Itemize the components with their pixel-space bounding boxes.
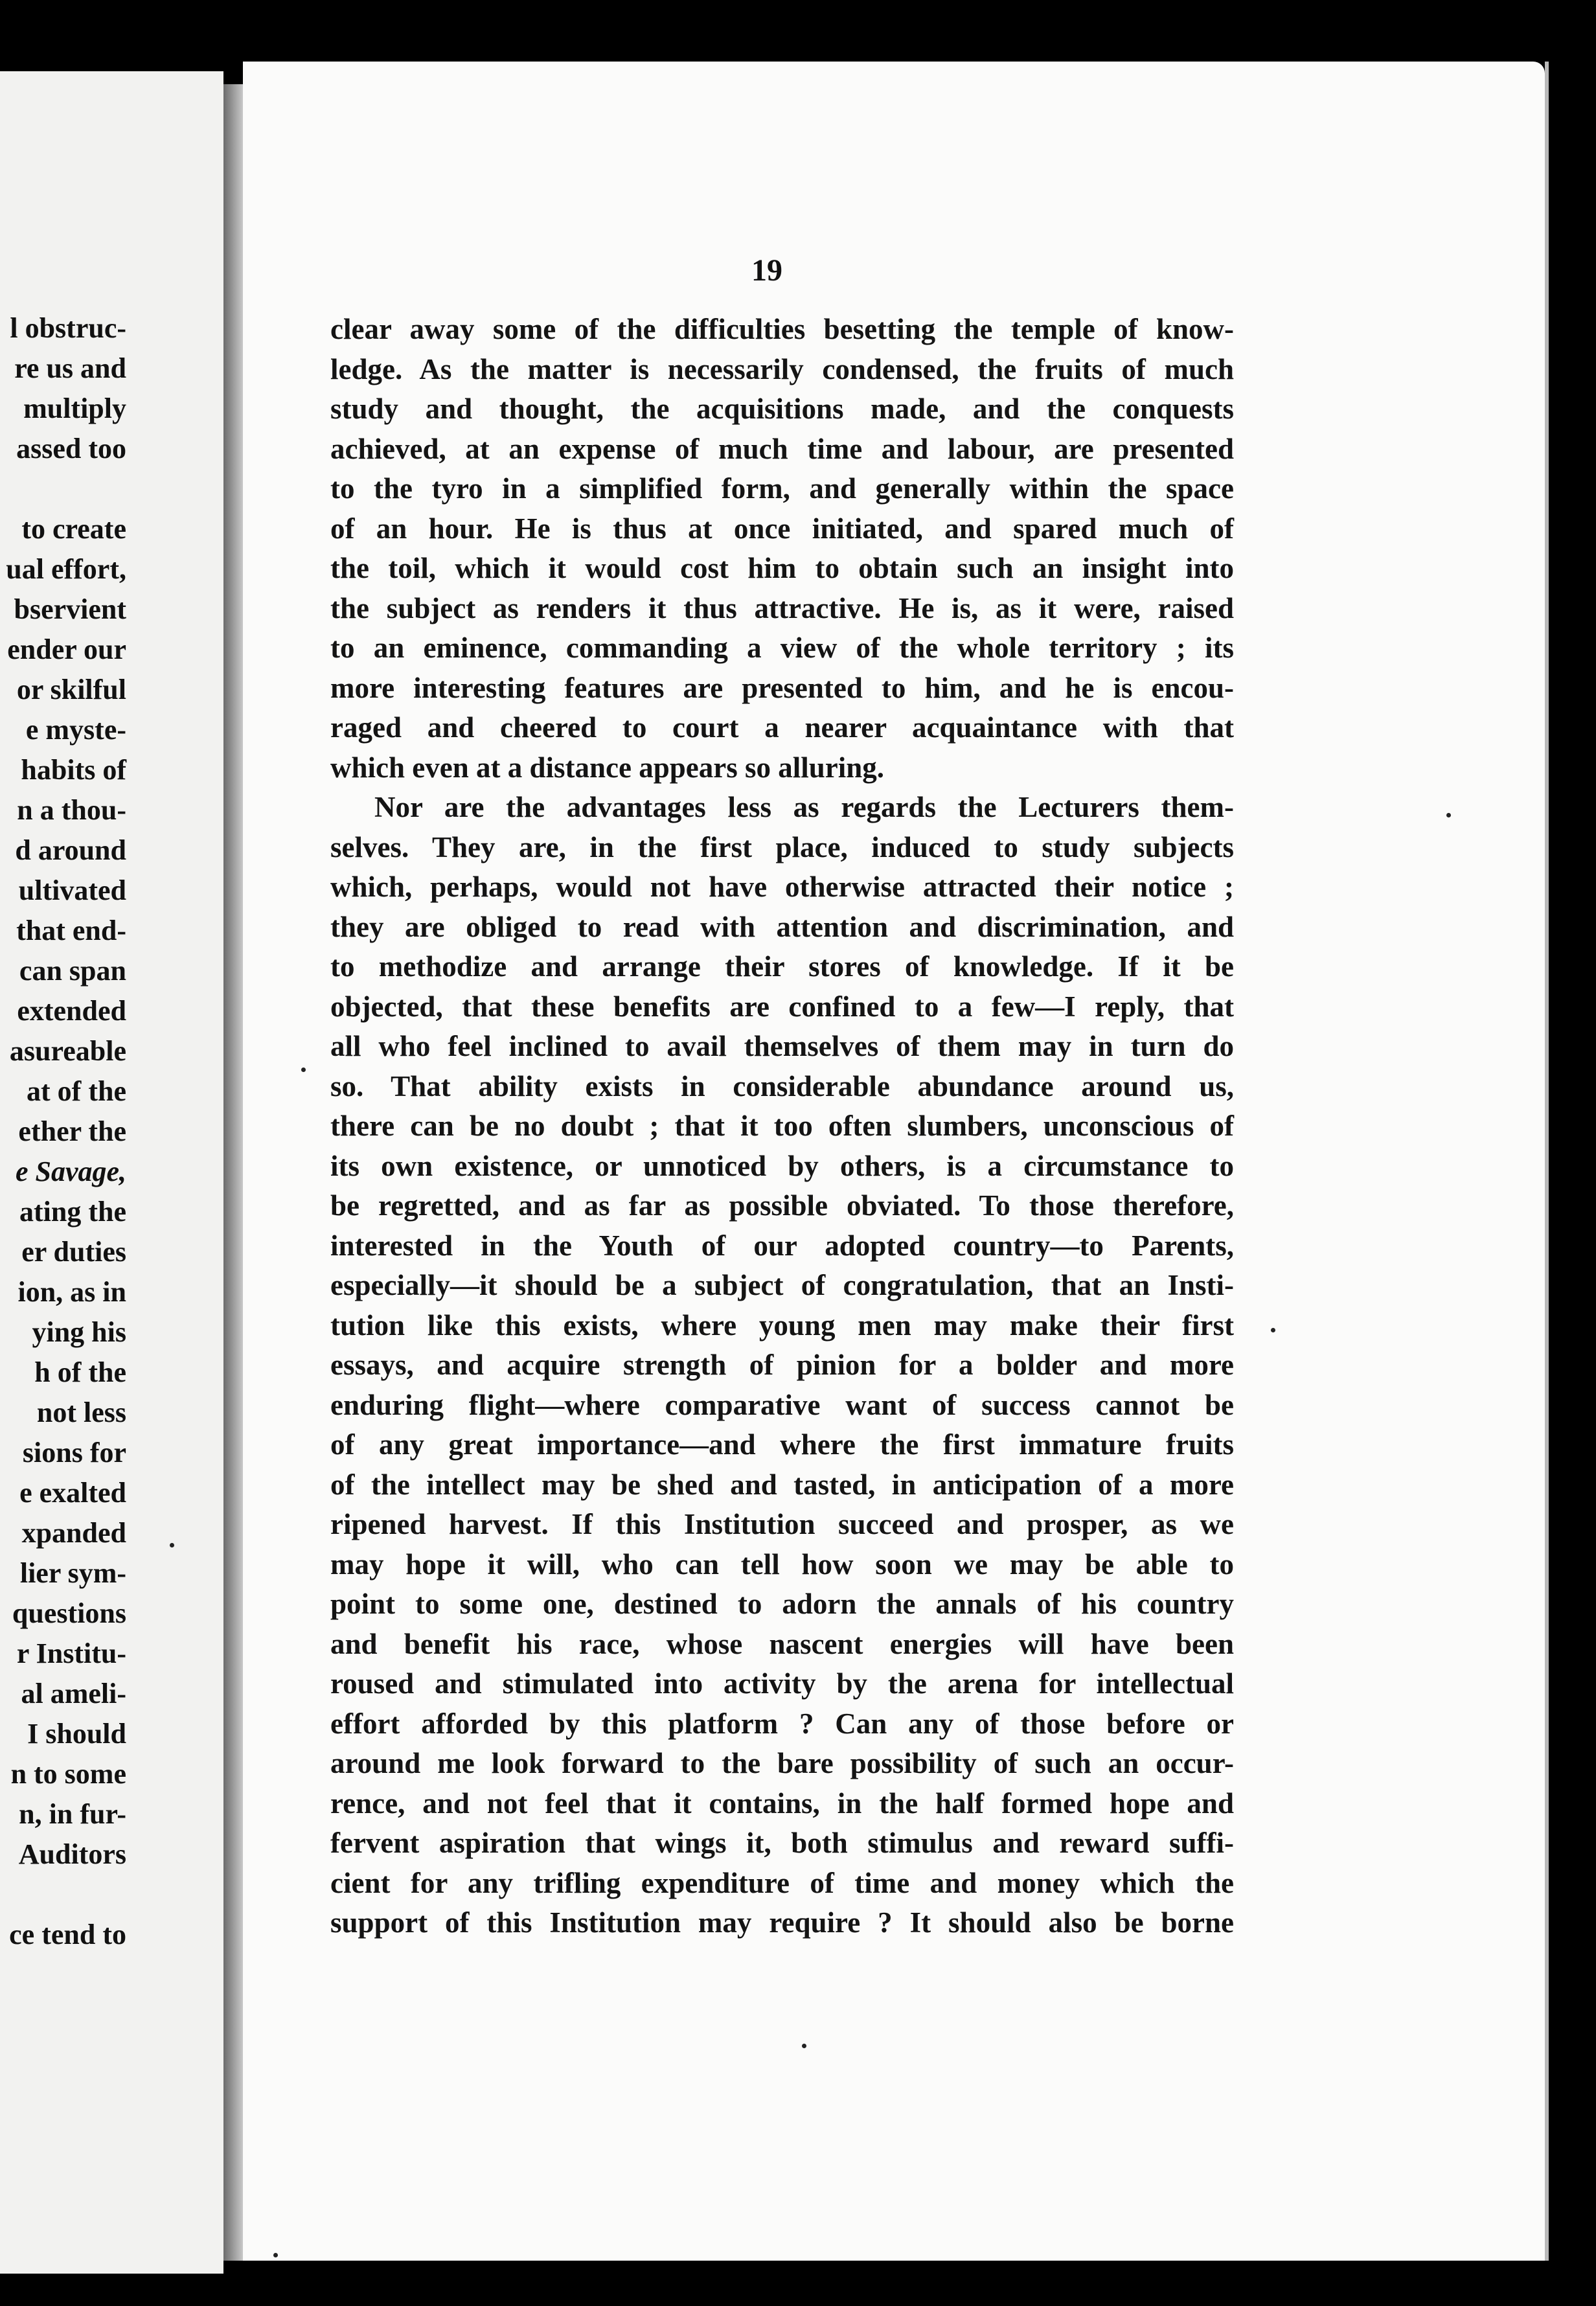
left-page-line: ying his — [32, 1316, 126, 1348]
text-line: of an hour. He is thus at once initiated, and spared much of — [330, 512, 1234, 545]
text-line: which, perhaps, would not have otherwise attracted their notice ; — [330, 871, 1234, 903]
left-page-line: ultivated — [18, 874, 126, 906]
text-line: interested in the Youth of our adopted country—to Parents, — [330, 1229, 1234, 1262]
text-line: be regretted, and as far as possible obviated. To those therefore, — [330, 1189, 1234, 1222]
text-line: clear away some of the difficulties besetting the temple of know- — [330, 313, 1234, 345]
left-page-line: that end- — [16, 915, 126, 946]
left-page-line: d around — [15, 834, 126, 866]
left-page-line: r Institu- — [16, 1638, 126, 1669]
left-page-line: at of the — [27, 1075, 126, 1107]
text-line: essays, and acquire strength of pinion for a bolder and more — [330, 1349, 1234, 1381]
text-line: cient for any trifling expenditure of time and money which the — [330, 1866, 1234, 1899]
left-page-line: ender our — [7, 634, 126, 665]
left-page-line: habits of — [21, 754, 126, 786]
left-page-line: n, in fur- — [19, 1798, 126, 1830]
text-line: effort afforded by this platform ? Can any of those before or — [330, 1707, 1234, 1740]
text-line: ripened harvest. If this Institution succeed and prosper, as we — [330, 1508, 1234, 1540]
text-line: support of this Institution may require ? It should also be borne — [330, 1906, 1234, 1939]
left-page-line: n a thou- — [17, 794, 126, 826]
text-line: there can be no doubt ; that it too often slumbers, unconscious of — [330, 1110, 1234, 1142]
text-line: and benefit his race, whose nascent energies will have been — [330, 1627, 1234, 1660]
left-page-line: e myste- — [25, 714, 126, 746]
left-page-line: ual effort, — [6, 553, 126, 585]
left-page-line: xpanded — [21, 1517, 126, 1549]
left-page-line: l obstruc- — [10, 312, 126, 344]
text-line: study and thought, the acquisitions made, and the conquests — [330, 393, 1234, 425]
left-page-line: ether the — [18, 1115, 126, 1147]
paper-speck — [301, 1067, 306, 1072]
left-page-line: lier sym- — [19, 1557, 126, 1589]
text-line: which even at a distance appears so alluring. — [330, 751, 885, 784]
paper-speck — [802, 2044, 806, 2048]
left-page-line: or skilful — [16, 674, 126, 705]
text-line: selves. They are, in the first place, induced to study subjects — [330, 830, 1234, 863]
left-page-line: to create — [21, 513, 126, 545]
text-line: especially—it should be a subject of congratulation, that an Insti- — [330, 1269, 1234, 1301]
text-line: roused and stimulated into activity by the arena for intellectual — [330, 1667, 1234, 1700]
left-page-line: re us and — [14, 352, 126, 384]
left-page-line: multiply — [23, 393, 126, 424]
text-line: Nor are the advantages less as regards the Lecturers them- — [374, 791, 1234, 823]
left-page-line: asureable — [9, 1035, 126, 1067]
text-line: its own existence, or unnoticed by others, is a circumstance to — [330, 1149, 1234, 1182]
left-page-line: questions — [12, 1597, 126, 1629]
text-line: the toil, which it would cost him to obtain such an insight into — [330, 552, 1234, 584]
left-page-line: assed too — [16, 433, 126, 464]
page-edge — [1545, 62, 1549, 2261]
left-page-line: ion, as in — [17, 1276, 126, 1308]
text-line: fervent aspiration that wings it, both stimulus and reward suffi- — [330, 1827, 1234, 1859]
text-line: point to some one, destined to adorn the annals of his country — [330, 1588, 1234, 1620]
left-page-line: er duties — [21, 1236, 126, 1268]
paper-speck — [273, 2253, 278, 2257]
text-line: may hope it will, who can tell how soon we may be able to — [330, 1547, 1234, 1581]
page-number: 19 — [751, 253, 782, 288]
text-line: ledge. As the matter is necessarily condensed, the fruits of much — [330, 352, 1234, 385]
left-page-line: not less — [36, 1397, 126, 1428]
left-page-line: bservient — [14, 593, 126, 625]
left-page-line: ce tend to — [9, 1919, 126, 1950]
text-line: tution like this exists, where young men may make their first — [330, 1308, 1234, 1341]
text-line: so. That ability exists in considerable abundance around us, — [330, 1069, 1234, 1102]
paper-speck — [1446, 813, 1451, 817]
paper-speck — [170, 1543, 174, 1547]
body-text — [330, 310, 1234, 1943]
left-page-line: e exalted — [19, 1477, 126, 1509]
left-page-line: al ameli- — [21, 1678, 126, 1709]
text-line: around me look forward to the bare possibility of such an occur- — [330, 1747, 1234, 1779]
text-line: raged and cheered to court a nearer acquaintance with that — [330, 711, 1234, 744]
text-line: rence, and not feel that it contains, in the half formed hope and — [330, 1787, 1234, 1820]
left-page-line: Auditors — [18, 1838, 126, 1870]
book-gutter — [223, 84, 243, 2261]
text-line: achieved, at an expense of much time and labour, are presented — [330, 432, 1234, 465]
left-page-line: sions for — [22, 1437, 126, 1468]
text-line: to an eminence, commanding a view of the whole territory ; its — [330, 632, 1234, 664]
left-page-line: ating the — [19, 1196, 126, 1227]
paper-speck — [1271, 1328, 1275, 1332]
text-line: they are obliged to read with attention and discrimination, and — [330, 910, 1234, 943]
text-line: enduring flight—where comparative want of success cannot be — [330, 1388, 1234, 1421]
left-page-line: e Savage, — [15, 1156, 126, 1187]
text-line: of the intellect may be shed and tasted, in anticipation of a more — [330, 1468, 1234, 1501]
left-page-line: extended — [17, 995, 126, 1027]
text-line: of any great importance—and where the first immature fruits — [330, 1428, 1234, 1461]
left-page-line: I should — [27, 1718, 126, 1750]
text-line: to methodize and arrange their stores of knowledge. If it be — [330, 950, 1234, 983]
text-line: all who feel inclined to avail themselves of them may in turn do — [330, 1030, 1234, 1062]
text-line: to the tyro in a simplified form, and generally within the space — [330, 472, 1234, 505]
left-page-line: n to some — [10, 1758, 126, 1790]
left-page — [0, 71, 223, 2274]
left-page-line: h of the — [34, 1356, 126, 1388]
left-page-line: can span — [19, 955, 126, 987]
text-line: the subject as renders it thus attractive. He is, as it were, raised — [330, 591, 1234, 624]
text-line: more interesting features are presented to him, and he is encou- — [330, 671, 1234, 704]
text-line: objected, that these benefits are confined to a few—I reply, that — [330, 990, 1234, 1023]
